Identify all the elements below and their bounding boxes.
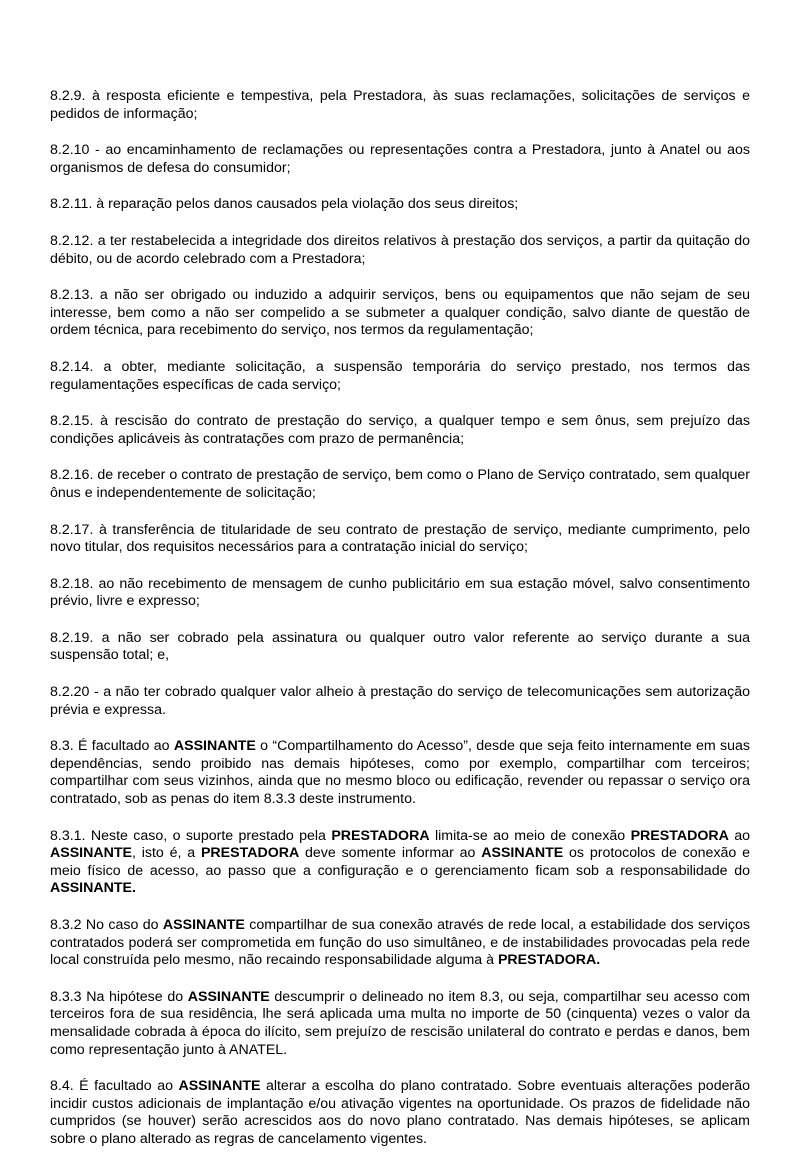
clause-text: 8.2.20 - a não ter cobrado qualquer valor alheio à prestação do serviço de telecomunicações sem autorização prévia e expressa. [50, 684, 750, 718]
bold-term: ASSINANTE [162, 917, 245, 933]
clause-text: 8.2.14. a obter, mediante solicitação, a suspensão temporária do serviço prestado, nos termos das regulamentações específicas de cada serviço; [50, 358, 750, 393]
clause-text: deve somente informar ao [299, 845, 482, 862]
contract-clauses [50, 88, 750, 1149]
clause-text: 8.3.2 No caso do [50, 917, 163, 933]
clause-paragraph [50, 233, 750, 268]
clause-text: 8.2.10 - ao encaminhamento de reclamações ou representações contra a Prestadora, junto à Anatel ou aos organismos de defesa do consumidor; [50, 142, 750, 176]
clause-paragraph [50, 1078, 750, 1148]
clause-text: 8.2.16. de receber o contrato de prestação de serviço, bem como o Plano de Serviço contratado, sem qualquer ônus e independentemente de solicitação; [50, 467, 750, 501]
clause-paragraph [50, 684, 750, 719]
bold-term: PRESTADORA [200, 845, 300, 862]
clause-text: 8.2.15. à rescisão do contrato de prestação do serviço, a qualquer tempo e sem ônus, sem prejuízo das condições aplicáveis às contratações com prazo de permanência; [50, 413, 750, 447]
clause-text: descumprir o delineado no item 8.3, ou seja, compartilhar seu acesso com terceiros fora de sua residência, lhe será aplicada uma multa no importe de 50 (cinquenta) vezes o valor da mensalidade cobrada à época do ilícito, sem prejuízo de rescisão unilateral do contrato e perdas e danos, bem como representação junto à ANATEL. [50, 988, 750, 1058]
clause-text: 8.4. É facultado ao [50, 1078, 179, 1095]
clause-text: 8.2.17. à transferência de titularidade de seu contrato de prestação de serviço, mediante cumprimento, pelo novo titular, dos requisitos necessários para a contratação inicial do serviço; [50, 521, 750, 556]
clause-paragraph [50, 828, 750, 898]
clause-paragraph [50, 522, 750, 557]
clause-text: 8.2.12. a ter restabelecida a integridade dos direitos relativos à prestação dos serviços, a partir da quitação do débito, ou de acordo celebrado com a Prestadora; [50, 232, 750, 267]
clause-paragraph [50, 359, 750, 394]
bold-term: PRESTADORA [331, 827, 430, 844]
bold-term: ASSINANTE [178, 1078, 261, 1095]
clause-text: 8.2.19. a não ser cobrado pela assinatura ou qualquer outro valor referente ao serviço durante a sua suspensão total; e, [50, 629, 750, 664]
document-page [50, 88, 750, 1168]
clause-paragraph [50, 413, 750, 448]
clause-text: compartilhar de sua conexão através de rede local, a estabilidade dos serviços contratados poderá ser comprometida em função do uso simultâneo, e de instabilidades provocadas pela rede local construída pelo mesmo, não recaindo responsabilidade alguma à [50, 917, 750, 969]
clause-text: ao [728, 827, 750, 844]
clause-text: 8.3. É facultado ao [50, 738, 174, 755]
clause-paragraph [50, 738, 750, 808]
clause-paragraph [50, 287, 750, 340]
clause-paragraph [50, 196, 750, 214]
bold-term: PRESTADORA [630, 827, 729, 844]
bold-term: ASSINANTE [187, 988, 270, 1005]
clause-paragraph [50, 142, 750, 177]
clause-paragraph [50, 989, 750, 1059]
clause-paragraph [50, 467, 750, 502]
clause-text: limita-se ao meio de conexão [429, 827, 631, 844]
clause-paragraph [50, 576, 750, 611]
clause-text: , isto é, a [131, 845, 201, 862]
clause-text: o “Compartilhamento do Acesso”, desde que seja feito internamente em suas dependências, sendo proibido nas demais hipóteses, como por exemplo, compartilhar com terceiros; compartilhar com seus vizinhos, ainda que no mesmo bloco ou edificação, revender ou repassar o serviço ora contratado, sob as penas do item 8.3.3 deste instrumento. [50, 738, 750, 808]
bold-term: ASSINANTE [481, 845, 564, 862]
bold-term: ASSINANTE. [50, 880, 136, 897]
clause-text: 8.2.18. ao não recebimento de mensagem de cunho publicitário em sua estação móvel, salvo consentimento prévio, livre e expresso; [50, 575, 750, 610]
clause-text: 8.2.11. à reparação pelos danos causados pela violação dos seus direitos; [50, 196, 519, 213]
clause-paragraph [50, 630, 750, 665]
clause-text: 8.2.9. à resposta eficiente e tempestiva, pela Prestadora, às suas reclamações, solicitações de serviços e pedidos de informação; [50, 88, 750, 122]
clause-text: os protocolos de conexão e meio físico de acesso, ao passo que a configuração e o gerenciamento ficam sob a responsabilidade do [50, 845, 751, 879]
bold-term: PRESTADORA. [497, 952, 601, 969]
clause-text: 8.3.3 Na hipótese do [50, 988, 188, 1005]
clause-text: 8.3.1. Neste caso, o suporte prestado pela [50, 827, 332, 844]
clause-paragraph [50, 88, 750, 123]
clause-text: alterar a escolha do plano contratado. Sobre eventuais alterações poderão incidir custos adicionais de implantação e/ou ativação vigentes na oportunidade. Os prazos de fidelidade não cumpridos (se houver) serão acrescidos aos do novo plano contratado. Nas demais hipóteses, se aplicam sobre o plano alterado as regras de cancelamento vigentes. [50, 1078, 750, 1147]
bold-term: ASSINANTE [50, 845, 132, 862]
clause-text: 8.2.13. a não ser obrigado ou induzido a adquirir serviços, bens ou equipamentos que não sejam de seu interesse, bem como a não ser compelido a se submeter a qualquer condição, salvo diante de questão de ordem técnica, para recebimento do serviço, nos termos da regulamentação; [50, 287, 750, 339]
clause-paragraph [50, 917, 750, 970]
bold-term: ASSINANTE [173, 738, 256, 755]
